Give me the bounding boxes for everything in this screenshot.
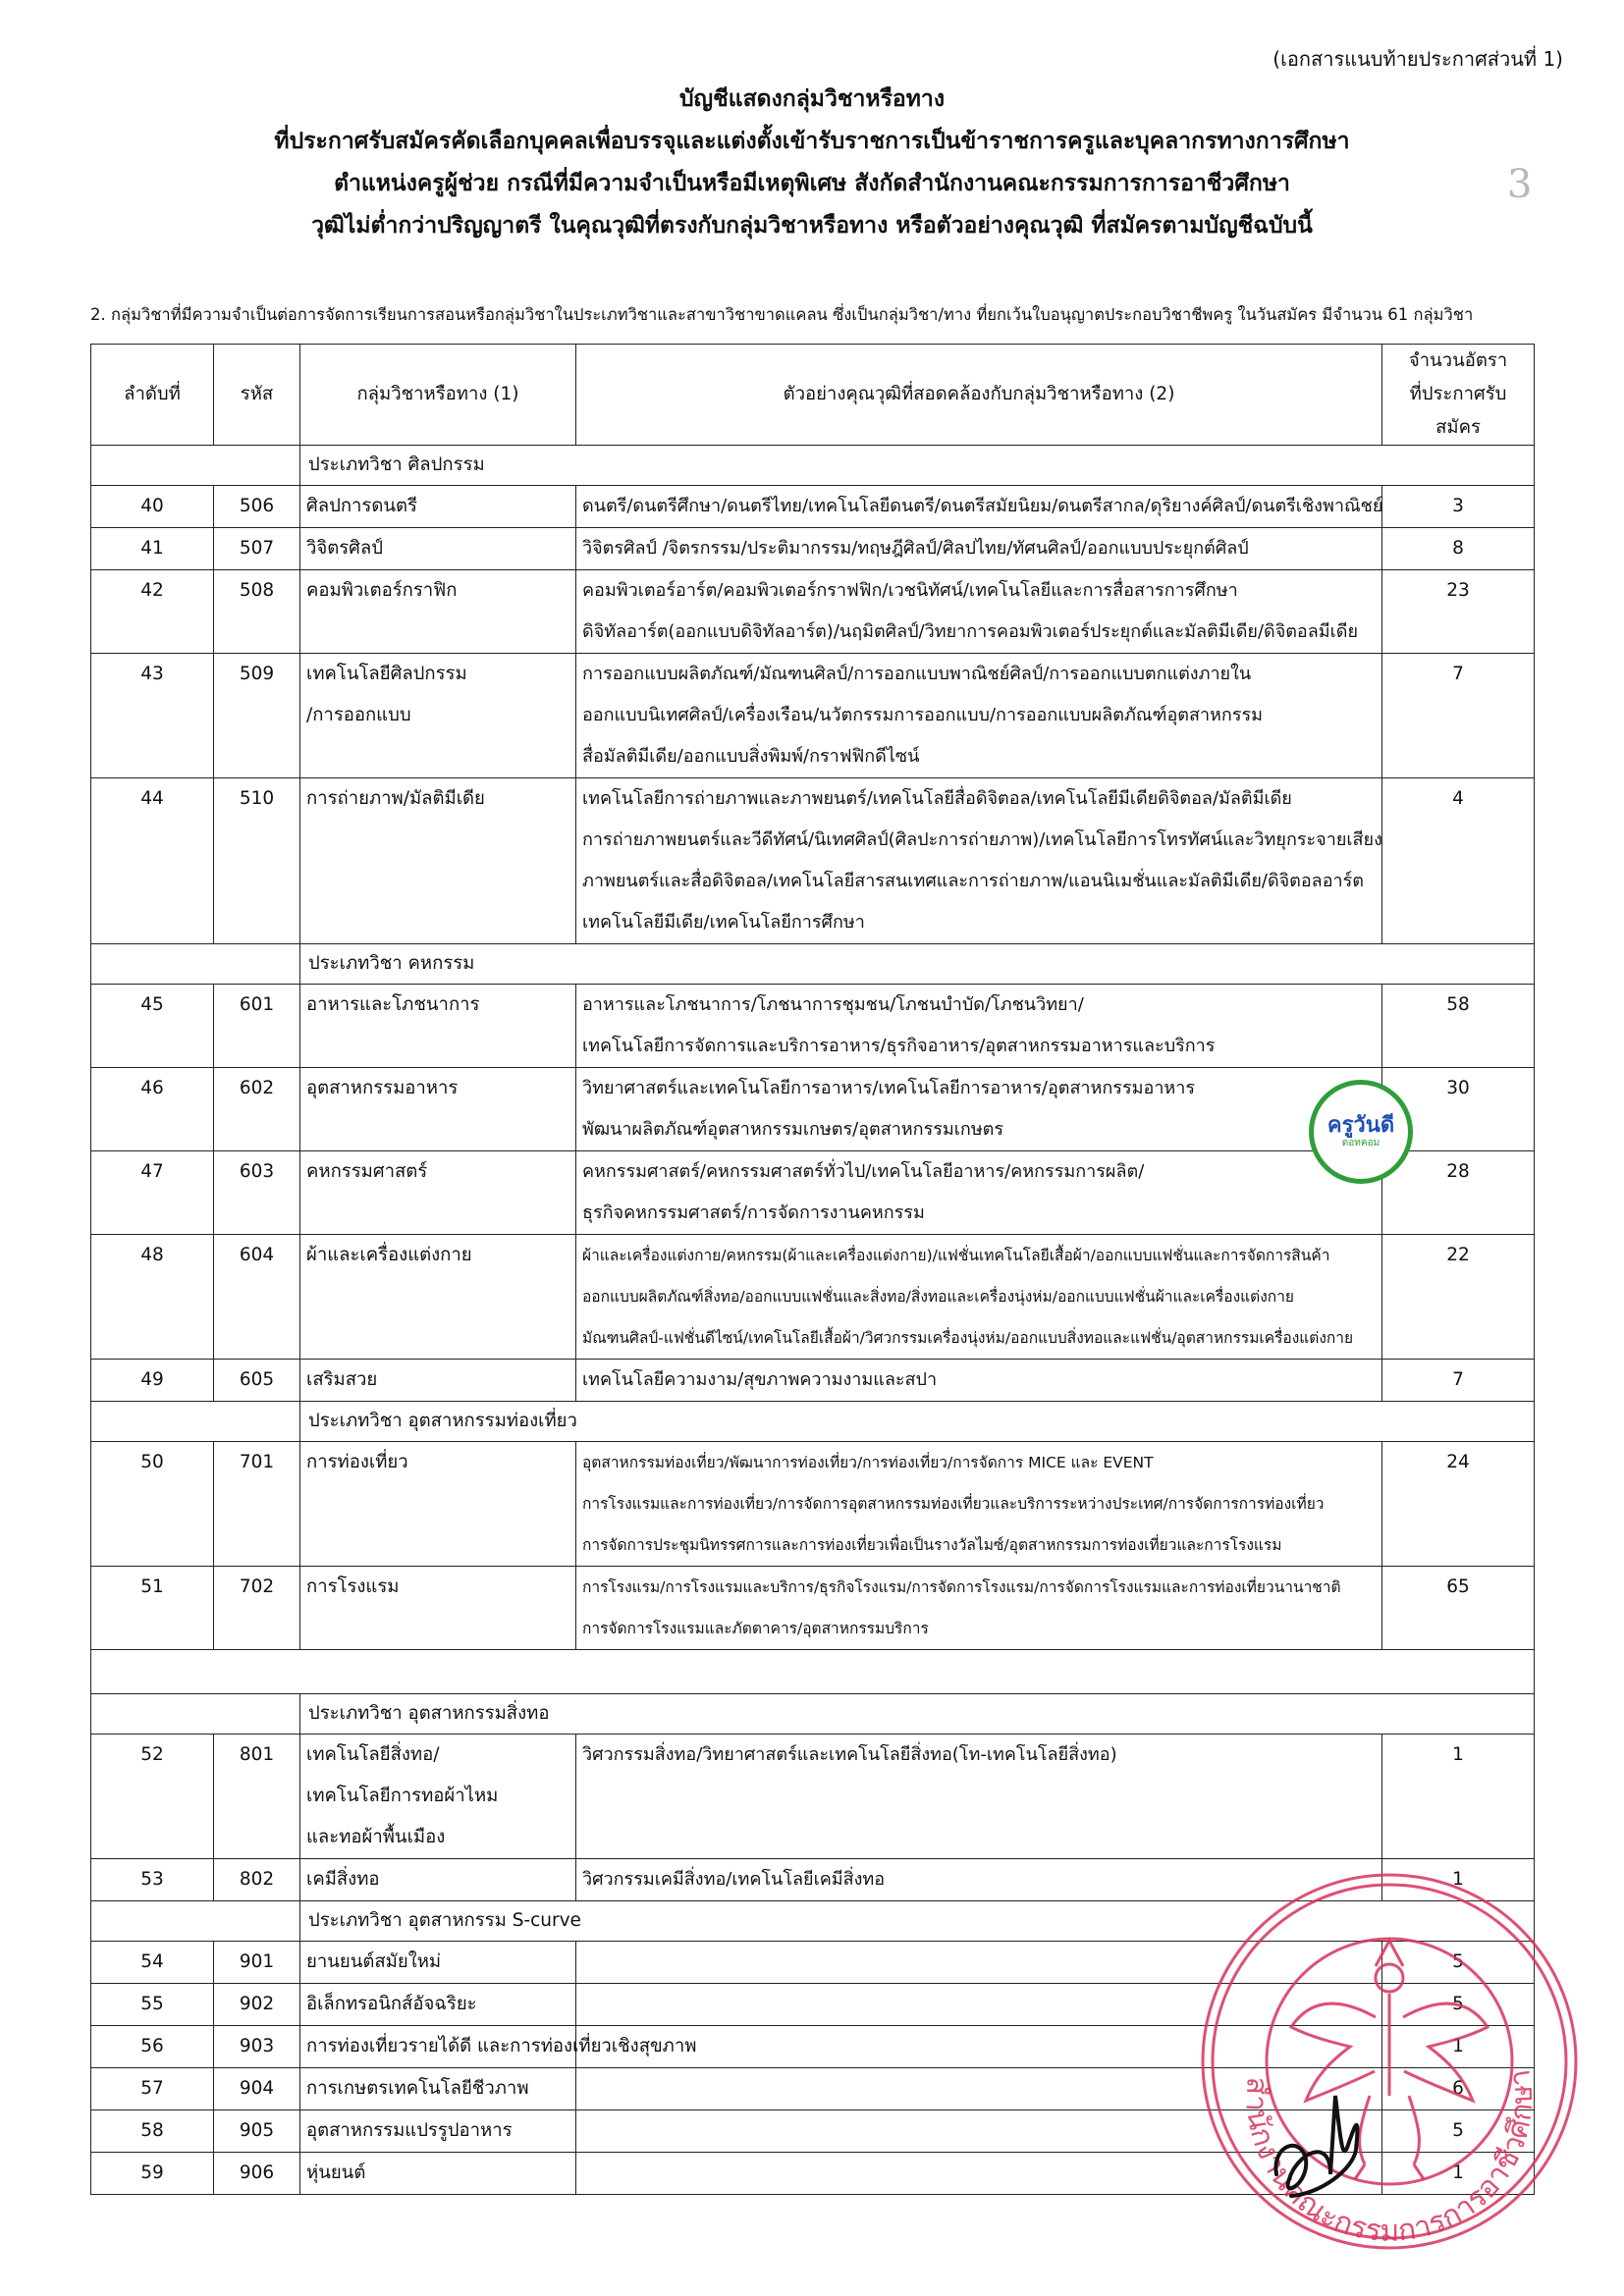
category-label: ประเภทวิชา ศิลปกรรม xyxy=(300,446,1535,486)
cell-code-text: 508 xyxy=(239,580,275,601)
cell-count xyxy=(1382,570,1535,654)
cell-group xyxy=(300,486,576,528)
cell-no-text: 51 xyxy=(140,1576,164,1597)
cell-code-text: 604 xyxy=(239,1245,275,1265)
qual-line: สื่อมัลติมีเดีย/ออกแบบสิ่งพิมพ์/กราฟฟิกดีไซน์ xyxy=(582,746,920,767)
qual-line: เทคโนโลยีความงาม/สุขภาพความงามและสปา xyxy=(582,1369,938,1390)
cell-no xyxy=(91,2110,214,2153)
cell-code-text: 510 xyxy=(239,788,275,809)
cell-code-text: 904 xyxy=(239,2078,275,2099)
qual-line: วิศวกรรมเคมีสิ่งทอ/เทคโนโลยีเคมีสิ่งทอ xyxy=(582,1869,886,1890)
seal-text: สำนักงานคณะกรรมการการอาชีวศึกษา xyxy=(1238,2066,1541,2249)
cell-code xyxy=(214,1442,300,1567)
header-code: รหัส xyxy=(214,345,300,446)
cell-code xyxy=(214,654,300,778)
cell-count-text: 1 xyxy=(1452,1869,1464,1890)
table-row xyxy=(91,570,1535,654)
cell-count-text: 28 xyxy=(1446,1161,1470,1182)
cell-code-text: 605 xyxy=(239,1369,275,1390)
group-line: เทคโนโลยีศิลปกรรม xyxy=(306,664,467,684)
qual-line: ดนตรี/ดนตรีศึกษา/ดนตรีไทย/เทคโนโลยีดนตรี/ดนตรีสมัยนิยม/ดนตรีสากล/ดุริยางค์ศิลป์/ดนตรีเชิงพาณิชย์ xyxy=(582,496,1383,516)
qual-line: ภาพยนตร์และสื่อดิจิตอล/เทคโนโลยีสารสนเทศและการถ่ายภาพ/แอนนิเมชั่นและมัลติมีเดีย/ดิจิตอลอาร์ต xyxy=(582,871,1364,891)
cell-no xyxy=(91,778,214,944)
cell-no xyxy=(91,1442,214,1567)
cell-code-text: 801 xyxy=(239,1744,275,1765)
group-line: คหกรรมศาสตร์ xyxy=(306,1161,428,1182)
group-line: เคมีสิ่งทอ xyxy=(306,1869,380,1890)
cell-qualification xyxy=(576,1567,1382,1650)
qual-line: การโรงแรม/การโรงแรมและบริการ/ธุรกิจโรงแรม/การจัดการโรงแรม/การจัดการโรงแรมและการท่องเที่ยวนานาชาติ xyxy=(582,1578,1341,1596)
cell-code xyxy=(214,1068,300,1151)
signature-icon xyxy=(1275,2096,1357,2196)
group-line: และทอผ้าพื้นเมือง xyxy=(306,1827,446,1847)
cell-count xyxy=(1382,1235,1535,1360)
header-group: กลุ่มวิชาหรือทาง (1) xyxy=(300,345,576,446)
qual-line: ธุรกิจคหกรรมศาสตร์/การจัดการงานคหกรรม xyxy=(582,1202,925,1223)
category-row xyxy=(91,1694,1535,1735)
cell-group xyxy=(300,778,576,944)
cell-code-text: 903 xyxy=(239,2036,275,2056)
cell-qualification xyxy=(576,1068,1382,1151)
cell-count-text: 65 xyxy=(1446,1576,1470,1597)
cell-group xyxy=(300,1942,576,1984)
cell-code-text: 701 xyxy=(239,1452,275,1472)
page-number-mark: 3 xyxy=(1507,162,1533,207)
group-line: การโรงแรม xyxy=(306,1576,400,1597)
category-spacer-cell xyxy=(91,446,300,486)
cell-code xyxy=(214,1942,300,1984)
cell-code xyxy=(214,2068,300,2110)
group-line: อิเล็กทรอนิกส์อัจฉริยะ xyxy=(306,1994,477,2014)
cell-code-text: 601 xyxy=(239,994,275,1015)
cell-qualification xyxy=(576,1360,1382,1402)
cell-no-text: 48 xyxy=(140,1245,164,1265)
blank-cell xyxy=(91,1650,1535,1694)
table-row xyxy=(91,1442,1535,1567)
cell-count xyxy=(1382,985,1535,1068)
cell-qualification xyxy=(576,528,1382,570)
table-row xyxy=(91,486,1535,528)
cell-no xyxy=(91,2026,214,2068)
group-line: หุ่นยนต์ xyxy=(306,2163,366,2183)
header-qualification: ตัวอย่างคุณวุฒิที่สอดคล้องกับกลุ่มวิชาหรือทาง (2) xyxy=(576,345,1382,446)
cell-count-text: 22 xyxy=(1446,1245,1470,1265)
cell-code xyxy=(214,778,300,944)
cell-qualification xyxy=(576,985,1382,1068)
category-label: ประเภทวิชา คหกรรม xyxy=(300,944,1535,985)
qual-line: ออกแบบนิเทศศิลป์/เครื่องเรือน/นวัตกรรมการออกแบบ/การออกแบบผลิตภัณฑ์อุตสาหกรรม xyxy=(582,705,1264,725)
blank-row xyxy=(91,1650,1535,1694)
cell-no-text: 52 xyxy=(140,1744,164,1765)
header-subtitle-1: ที่ประกาศรับสมัครคัดเลือกบุคคลเพื่อบรรจุและแต่งตั้งเข้ารับราชการเป็นข้าราชการครูและบุคลากรทางการศึกษา xyxy=(274,129,1350,154)
watermark-badge xyxy=(1309,1080,1413,1184)
cell-group xyxy=(300,1151,576,1235)
watermark-badge-title: ครูวันดี xyxy=(1326,1113,1395,1138)
cell-no-text: 42 xyxy=(140,580,164,601)
watermark-badge-subtitle: ดอทคอม xyxy=(1341,1138,1380,1148)
category-spacer-cell xyxy=(91,1694,300,1735)
qual-line: เทคโนโลยีมีเดีย/เทคโนโลยีการศึกษา xyxy=(582,912,865,933)
category-row xyxy=(91,446,1535,486)
intro-paragraph: 2. กลุ่มวิชาที่มีความจำเป็นต่อการจัดการเรียนการสอนหรือกลุ่มวิชาในประเภทวิชาและสาขาวิชาขาดแคลน ซึ่งเป็นกลุ่มวิชา/ทาง ที่ยกเว้นใบอนุญาตประกอบวิชาชีพครู ในวันสมัคร มีจำนวน 61 กลุ่มวิชา xyxy=(90,305,1474,324)
cell-count-text: 24 xyxy=(1446,1452,1470,1472)
qual-line: การจัดการประชุมนิทรรศการและการท่องเที่ยวเพื่อเป็นรางวัลไมซ์/อุตสาหกรรมการท่องเที่ยวและการโรงแรม xyxy=(582,1536,1282,1554)
group-line: อุตสาหกรรมแปรรูปอาหาร xyxy=(306,2120,513,2141)
cell-count-text: 7 xyxy=(1452,664,1464,684)
cell-count-text: 58 xyxy=(1446,994,1470,1015)
cell-code xyxy=(214,985,300,1068)
group-line: ผ้าและเครื่องแต่งกาย xyxy=(306,1245,472,1265)
group-line: /การออกแบบ xyxy=(306,705,411,725)
header-title: บัญชีแสดงกลุ่มวิชาหรือทาง xyxy=(678,86,946,112)
cell-no xyxy=(91,2068,214,2110)
cell-count-text: 1 xyxy=(1452,2163,1464,2183)
table-header-row xyxy=(91,345,1535,446)
qual-line: การออกแบบผลิตภัณฑ์/มัณฑนศิลป์/การออกแบบพาณิชย์ศิลป์/การออกแบบตกแต่งภายใน xyxy=(582,664,1252,684)
cell-code-text: 802 xyxy=(239,1869,275,1890)
group-line: เทคโนโลยีสิ่งทอ/ xyxy=(306,1744,440,1765)
cell-no xyxy=(91,1567,214,1650)
qual-line: คอมพิวเตอร์อาร์ต/คอมพิวเตอร์กราฟฟิก/เวชนิทัศน์/เทคโนโลยีและการสื่อสารการศึกษา xyxy=(582,580,1238,601)
header-no: ลำดับที่ xyxy=(91,345,214,446)
cell-no xyxy=(91,985,214,1068)
cell-no xyxy=(91,528,214,570)
table-row xyxy=(91,778,1535,944)
qual-line: เทคโนโลยีการถ่ายภาพและภาพยนตร์/เทคโนโลยีสื่อดิจิตอล/เทคโนโลยีมีเดียดิจิตอล/มัลติมีเดีย xyxy=(582,788,1292,809)
cell-group xyxy=(300,985,576,1068)
group-line: การท่องเที่ยว xyxy=(306,1452,408,1472)
cell-count xyxy=(1382,1735,1535,1859)
qual-line: พัฒนาผลิตภัณฑ์อุตสาหกรรมเกษตร/อุตสาหกรรมเกษตร xyxy=(582,1119,1004,1140)
document-header xyxy=(0,84,1624,253)
cell-no xyxy=(91,1942,214,1984)
cell-no-text: 57 xyxy=(140,2078,164,2099)
cell-qualification xyxy=(576,1735,1382,1859)
group-line: อุตสาหกรรมอาหาร xyxy=(306,1078,459,1098)
qual-line: วิจิตรศิลป์ /จิตรกรรม/ประติมากรรม/ทฤษฎีศิลป์/ศิลปไทย/ทัศนศิลป์/ออกแบบประยุกต์ศิลป์ xyxy=(582,538,1249,559)
category-row xyxy=(91,944,1535,985)
cell-count-text: 8 xyxy=(1452,538,1464,559)
cell-count-text: 30 xyxy=(1446,1078,1470,1098)
attachment-note: (เอกสารแนบท้ายประกาศส่วนที่ 1) xyxy=(1272,47,1563,71)
category-label: ประเภทวิชา อุตสาหกรรมสิ่งทอ xyxy=(300,1694,1535,1735)
cell-qualification xyxy=(576,1235,1382,1360)
category-row xyxy=(91,1402,1535,1442)
official-seal xyxy=(1183,1850,1596,2272)
cell-code xyxy=(214,1151,300,1235)
cell-code xyxy=(214,2153,300,2195)
qual-line: การโรงแรมและการท่องเที่ยว/การจัดการอุตสาหกรรมท่องเที่ยวและบริการระหว่างประเทศ/การจัดการการท่องเที่ยว xyxy=(582,1495,1325,1513)
cell-code xyxy=(214,1984,300,2026)
cell-code xyxy=(214,1859,300,1901)
category-spacer-cell xyxy=(91,944,300,985)
cell-group xyxy=(300,1735,576,1859)
cell-qualification xyxy=(576,1442,1382,1567)
header-subtitle-2: ตำแหน่งครูผู้ช่วย กรณีที่มีความจำเป็นหรือมีเหตุพิเศษ สังกัดสำนักงานคณะกรรมการการอาชีวศึกษา xyxy=(334,171,1290,196)
category-spacer-cell xyxy=(91,1402,300,1442)
cell-no-text: 47 xyxy=(140,1161,164,1182)
cell-count xyxy=(1382,1151,1535,1235)
cell-count xyxy=(1382,1567,1535,1650)
category-label: ประเภทวิชา อุตสาหกรรม S-curve xyxy=(300,1901,1535,1942)
cell-no-text: 54 xyxy=(140,1951,164,1972)
cell-no xyxy=(91,654,214,778)
cell-count xyxy=(1382,1360,1535,1402)
cell-no xyxy=(91,570,214,654)
cell-count-text: 5 xyxy=(1452,1994,1464,2014)
cell-no-text: 58 xyxy=(140,2120,164,2141)
garuda-emblem-icon xyxy=(1291,1941,1488,2179)
cell-code-text: 702 xyxy=(239,1576,275,1597)
category-spacer-cell xyxy=(91,1901,300,1942)
cell-count xyxy=(1382,486,1535,528)
cell-count-text: 23 xyxy=(1446,580,1470,601)
group-line: การเกษตรเทคโนโลยีชีวภาพ xyxy=(306,2078,529,2099)
cell-code xyxy=(214,1235,300,1360)
qual-line: เทคโนโลยีการจัดการและบริการอาหาร/ธุรกิจอาหาร/อุตสาหกรรมอาหารและบริการ xyxy=(582,1036,1216,1056)
qual-line: วิทยาศาสตร์และเทคโนโลยีการอาหาร/เทคโนโลยีการอาหาร/อุตสาหกรรมอาหาร xyxy=(582,1078,1196,1098)
header-count-line1: จำนวนอัตรา xyxy=(1408,350,1508,371)
cell-qualification xyxy=(576,654,1382,778)
cell-qualification xyxy=(576,486,1382,528)
header-subtitle-3: วุฒิไม่ต่ำกว่าปริญญาตรี ในคุณวุฒิที่ตรงกับกลุ่มวิชาหรือทาง หรือตัวอย่างคุณวุฒิ ที่สมัครตามบัญชีฉบับนี้ xyxy=(311,213,1313,239)
cell-group xyxy=(300,1442,576,1567)
table-row xyxy=(91,528,1535,570)
table-row xyxy=(91,1235,1535,1360)
cell-code-text: 902 xyxy=(239,1994,275,2014)
cell-group xyxy=(300,2026,697,2068)
cell-no-text: 46 xyxy=(140,1078,164,1098)
cell-code xyxy=(214,570,300,654)
cell-count-text: 4 xyxy=(1452,788,1464,809)
table-row xyxy=(91,1151,1535,1235)
cell-group xyxy=(300,2110,576,2153)
category-label: ประเภทวิชา อุตสาหกรรมท่องเที่ยว xyxy=(300,1402,1535,1442)
cell-code-text: 602 xyxy=(239,1078,275,1098)
group-line: การถ่ายภาพ/มัลติมีเดีย xyxy=(306,788,485,809)
group-line: เทคโนโลยีการทอผ้าไหม xyxy=(306,1786,499,1806)
cell-code xyxy=(214,1360,300,1402)
qual-line: ผ้าและเครื่องแต่งกาย/คหกรรม(ผ้าและเครื่องแต่งกาย)/แฟชั่นเทคโนโลยีเสื้อผ้า/ออกแบบแฟชั่นและการจัดการสินค้า xyxy=(582,1247,1330,1264)
cell-no xyxy=(91,486,214,528)
cell-group xyxy=(300,1235,576,1360)
cell-code-text: 507 xyxy=(239,538,275,559)
cell-no-text: 43 xyxy=(140,664,164,684)
cell-qualification xyxy=(576,1151,1382,1235)
table-row xyxy=(91,654,1535,778)
cell-no-text: 45 xyxy=(140,994,164,1015)
qual-line: คหกรรมศาสตร์/คหกรรมศาสตร์ทั่วไป/เทคโนโลยีอาหาร/คหกรรมการผลิต/ xyxy=(582,1161,1145,1182)
cell-code-text: 901 xyxy=(239,1951,275,1972)
header-count-line2: ที่ประกาศรับสมัคร xyxy=(1409,384,1507,438)
cell-qualification xyxy=(576,570,1382,654)
cell-no-text: 40 xyxy=(140,496,164,516)
cell-group xyxy=(300,1068,576,1151)
cell-no xyxy=(91,1235,214,1360)
cell-group xyxy=(300,2068,576,2110)
cell-code xyxy=(214,486,300,528)
cell-count-text: 6 xyxy=(1452,2078,1464,2099)
cell-count-text: 5 xyxy=(1452,2120,1464,2141)
group-line: เสริมสวย xyxy=(306,1369,378,1390)
cell-group xyxy=(300,2153,576,2195)
cell-code xyxy=(214,2026,300,2068)
qual-line: ดิจิทัลอาร์ต(ออกแบบดิจิทัลอาร์ต)/นฤมิตศิลป์/วิทยาการคอมพิวเตอร์ประยุกต์และมัลติมีเดีย/ดิจิตอลมีเดีย xyxy=(582,621,1359,642)
cell-no xyxy=(91,1151,214,1235)
cell-count-text: 1 xyxy=(1452,2036,1464,2056)
cell-no-text: 41 xyxy=(140,538,164,559)
cell-no-text: 44 xyxy=(140,788,164,809)
cell-count xyxy=(1382,1442,1535,1567)
cell-no xyxy=(91,2153,214,2195)
cell-count-text: 5 xyxy=(1452,1951,1464,1972)
cell-count xyxy=(1382,778,1535,944)
table-row xyxy=(91,1567,1535,1650)
cell-code-text: 906 xyxy=(239,2163,275,2183)
cell-no-text: 50 xyxy=(140,1452,164,1472)
cell-no-text: 53 xyxy=(140,1869,164,1890)
cell-code xyxy=(214,1735,300,1859)
cell-code-text: 506 xyxy=(239,496,275,516)
cell-no xyxy=(91,1859,214,1901)
cell-count xyxy=(1382,528,1535,570)
cell-no xyxy=(91,1068,214,1151)
cell-code-text: 509 xyxy=(239,664,275,684)
cell-group xyxy=(300,1567,576,1650)
cell-code-text: 905 xyxy=(239,2120,275,2141)
cell-no-text: 55 xyxy=(140,1994,164,2014)
header-count xyxy=(1382,345,1535,446)
cell-no xyxy=(91,1360,214,1402)
qual-line: การจัดการโรงแรมและภัตตาคาร/อุตสาหกรรมบริการ xyxy=(582,1620,929,1637)
group-line: ศิลปการดนตรี xyxy=(306,496,417,516)
table-row xyxy=(91,1735,1535,1859)
qual-line: อุตสาหกรรมท่องเที่ยว/พัฒนาการท่องเที่ยว/การท่องเที่ยว/การจัดการ MICE และ EVENT xyxy=(582,1454,1154,1471)
qual-line: วิศวกรรมสิ่งทอ/วิทยาศาสตร์และเทคโนโลยีสิ่งทอ(โท-เทคโนโลยีสิ่งทอ) xyxy=(582,1744,1117,1765)
cell-no-text: 59 xyxy=(140,2163,164,2183)
cell-count-text: 1 xyxy=(1452,1744,1464,1765)
cell-code xyxy=(214,2110,300,2153)
cell-group xyxy=(300,1360,576,1402)
cell-qualification xyxy=(576,778,1382,944)
group-line: วิจิตรศิลป์ xyxy=(306,538,384,559)
group-line: การท่องเที่ยวรายได้ดี และการท่องเที่ยวเชิงสุขภาพ xyxy=(306,2036,697,2056)
table-row xyxy=(91,985,1535,1068)
cell-group xyxy=(300,528,576,570)
cell-group xyxy=(300,570,576,654)
qual-line: ออกแบบผลิตภัณฑ์สิ่งทอ/ออกแบบแฟชั่นและสิ่งทอ/สิ่งทอและเครื่องนุ่งห่ม/ออกแบบแฟชั่นผ้าและเครื่องแต่งกาย xyxy=(582,1288,1294,1306)
cell-group xyxy=(300,1984,576,2026)
cell-code xyxy=(214,1567,300,1650)
group-line: อาหารและโภชนาการ xyxy=(306,994,480,1015)
qual-line: การถ่ายภาพยนตร์และวีดีทัศน์/นิเทศศิลป์(ศิลปะการถ่ายภาพ)/เทคโนโลยีการโทรทัศน์และวิทยุกระจายเสียง xyxy=(582,829,1382,850)
table-row xyxy=(91,1360,1535,1402)
group-line: คอมพิวเตอร์กราฟิก xyxy=(306,580,458,601)
group-line: ยานยนต์สมัยใหม่ xyxy=(306,1951,442,1972)
qual-line: มัณฑนศิลป์-แฟชั่นดีไซน์/เทคโนโลยีเสื้อผ้า/วิศวกรรมเครื่องนุ่งห่ม/ออกแบบสิ่งทอและแฟชั่น/อุตสาหกรรมเครื่องแต่งกาย xyxy=(582,1329,1354,1347)
qual-line: อาหารและโภชนาการ/โภชนาการชุมชน/โภชนบำบัด/โภชนวิทยา/ xyxy=(582,994,1084,1015)
cell-code xyxy=(214,528,300,570)
cell-count xyxy=(1382,654,1535,778)
cell-no-text: 56 xyxy=(140,2036,164,2056)
cell-no xyxy=(91,1735,214,1859)
cell-group xyxy=(300,1859,576,1901)
cell-no xyxy=(91,1984,214,2026)
cell-count-text: 3 xyxy=(1452,496,1464,516)
cell-group xyxy=(300,654,576,778)
cell-no-text: 49 xyxy=(140,1369,164,1390)
cell-count-text: 7 xyxy=(1452,1369,1464,1390)
cell-code-text: 603 xyxy=(239,1161,275,1182)
